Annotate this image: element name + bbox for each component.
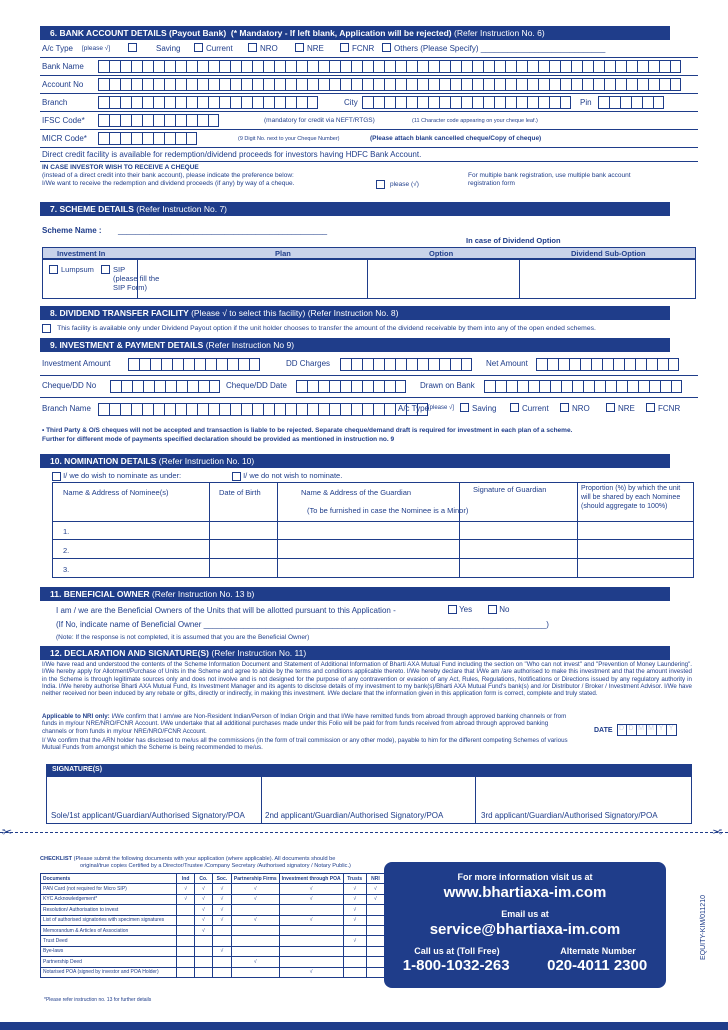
call-label: Call us at (Toll Free) (414, 946, 500, 956)
bottom-bar (0, 1022, 728, 1030)
website-link[interactable]: www.bhartiaxa-im.com (443, 884, 607, 901)
scissors-icon: ✂ (2, 825, 13, 839)
bank-details (40, 40, 698, 188)
ifsc-boxes[interactable] (98, 114, 219, 127)
signature-1[interactable]: Sole/1st applicant/Guardian/Authorised Signatory/POA (51, 811, 245, 820)
beneficial-note: (Note: If the response is not completed, it is assumed that you are the Beneficial Owner) (56, 634, 310, 641)
inv-nre-checkbox[interactable] (606, 403, 615, 412)
micr-boxes[interactable] (98, 132, 197, 145)
inv-fcnr-checkbox[interactable] (646, 403, 655, 412)
nomination-table: Name & Address of Nominee(s) Date of Birth Name & Address of the Guardian (To be furnished in case the Nominee is a Minor) Signature of Guardian Proportion (%) by which the unit will be shared by each Nominee (should aggregate to 100%) 1. 2. 3. (52, 482, 694, 578)
invest-section-header: 9. INVESTMENT & PAYMENT DETAILS (Refer Instruction No 9) (40, 338, 670, 352)
dtf-row: This facility is available only under Dividend Payout option if the unit holder chooses to transfer the amount of the dividend receivable by them into any of the open ended schemes. (42, 323, 596, 333)
inv-current-checkbox[interactable] (510, 403, 519, 412)
investment-details (40, 354, 698, 444)
no-nominate-option: I/ we do not wish to nominate. (232, 471, 342, 481)
yes-checkbox[interactable] (448, 605, 457, 614)
nominate-option: I/ we do wish to nominate as under: (52, 471, 181, 481)
table-row: Partnership Deed √ (41, 957, 385, 967)
others-checkbox[interactable] (382, 43, 391, 52)
nro-checkbox[interactable] (248, 43, 257, 52)
beneficial-yes: Yes (448, 605, 472, 614)
checklist-footnote: *Please refer instruction no. 13 for further details (44, 997, 152, 1003)
direct-credit-row: Direct credit facility is available for redemption/dividend proceeds for investors having HDFC Bank Account. (40, 148, 698, 162)
pin-boxes[interactable] (598, 96, 664, 109)
contact-more: For more information visit us at (457, 872, 593, 882)
ifsc-row: IFSC Code* (mandatory for credit via NEFT/RTGS) (11 Character code appearing on your cheque leaf.) (40, 112, 698, 130)
table-row: Trust Deed √ (41, 936, 385, 946)
branch-name-boxes[interactable] (98, 403, 428, 416)
inv-saving-checkbox[interactable] (460, 403, 469, 412)
cheque-row: Cheque/DD No Cheque/DD Date Drawn on Bank (40, 376, 698, 398)
scheme-section-header: 7. SCHEME DETAILS (Refer Instruction No. 7) (40, 202, 670, 216)
account-no-row: Account No (40, 76, 698, 94)
saving-checkbox[interactable] (128, 43, 137, 52)
declaration-text: I/We have read and understood the contents of the Scheme Information Document and Statement of Additional Information of Bharti AXA Mutual Fund including the section on "Who can not invest" and "Prevention of Money Laundering". I/We hereby apply for Allotment/Purchase of Units in the Scheme and agree to abide by the terms and conditions applicable thereto. I/We hereby declare that I/We am /are authorised to make this investment and that the amount invested in the Scheme is through legitimate sources only and does not involve and is not designed for the purpose of any contravention or evasion of any Act, Rules, Regulations, Notifications or Directions issued by any regulatory authority in India. I/We hereby authorise Bharti AXA Mutual Fund, its Investment Manager and its agents to disclose details of my investment to my bank(s)/Bharti AXA Mutual Fund's bank(s) and /or Distributor / Broker / Investment Advisor. I/We have neither received nor been induced by any rebate or gifts, directly or indirectly, in making this investment. I/We declare that the information given in this application form is correct, complete and truly stated. (42, 661, 692, 698)
form-code: EQUITY-KIM/011210 (700, 895, 707, 960)
checklist-table: Documents Ind Co. Soc. Partnership Firms Investment through POA Trusts NRI PAN Card (not required for Micro SIP) √ √ √ √ √ √ √ KYC Acknowledgement* √ √ √ √ √ √ √ Resolution/ Authorisation to invest √ √ √ List of authorised signatories with specimen signatures √ √ √ √ √ Memorandum & Articles of Association √ Trust Deed √ Bye-laws √ Partnership Deed √ Notarised POA (signed by investor and POA Holder) √ (40, 873, 385, 978)
table-row: Resolution/ Authorisation to invest √ √ √ (41, 905, 385, 915)
bank-name-row: Bank Name (40, 58, 698, 76)
investment-note: • Third Party & O/S cheques will not be accepted and transaction is liable to be rejected. Separate cheque/demand draft is required for investment in each plan of a scheme. Further for different mode of payments specified declaration should be provided as mentioned in instruction no. 9 (42, 427, 573, 443)
scheme-table-body: Lumpsum SIP (please fill the SIP Form) (42, 259, 696, 299)
cheque-date-boxes[interactable] (296, 380, 406, 393)
current-checkbox[interactable] (194, 43, 203, 52)
scheme-details: Scheme Name : _______________________________________________ In case of Dividend Option Investment In Plan Option Dividend Sub-Option Lumpsum SIP (please fill the SIP Form) (40, 218, 698, 300)
table-row: Bye-laws √ (41, 946, 385, 956)
alternate-number[interactable]: 020-4011 2300 (547, 957, 648, 974)
lumpsum-checkbox[interactable] (49, 265, 58, 274)
no-nominate-checkbox[interactable] (232, 472, 241, 481)
nri-text: Applicable to NRI only: I/We confirm that I am/we are Non-Resident Indian/Person of Indian Origin and that I/We have remitted funds from abroad through approved banking channels or from funds in my/our NRE/NRO/FCNR Account. I/We undertake that all additional purchases made under this Folio will be paid for from funds received from abroad through approved banking channels or from funds in my/our NRE/NRO/FCNR Account. (42, 713, 567, 735)
drawn-bank-boxes[interactable] (484, 380, 682, 393)
dtf-section-header: 8. DIVIDEND TRANSFER FACILITY (Please √ to select this facility) (Refer Instruction No. 8) (40, 306, 670, 320)
alt-label: Alternate Number (560, 946, 636, 956)
checklist-intro: CHECKLIST (Please submit the following documents with your application (where applicable). All documents should be (40, 856, 336, 862)
bank-name-boxes[interactable] (98, 60, 681, 73)
signature-2[interactable]: 2nd applicant/Guardian/Authorised Signatory/POA (265, 811, 444, 820)
signature-header: SIGNATURE(S) (46, 764, 692, 776)
toll-free-number[interactable]: 1-800-1032-263 (402, 957, 510, 974)
dd-charges-boxes[interactable] (340, 358, 472, 371)
beneficial-owner-name[interactable]: (If No, indicate name of Beneficial Owner _____________________________________________________________________________) (56, 620, 549, 629)
city-boxes[interactable] (362, 96, 571, 109)
beneficial-section-header: 11. BENEFICIAL OWNER (Refer Instruction No. 13 b) (40, 587, 670, 601)
nre-checkbox[interactable] (295, 43, 304, 52)
account-no-boxes[interactable] (98, 78, 681, 91)
table-row: KYC Acknowledgement* √ √ √ √ √ √ √ (41, 894, 385, 904)
account-type-row: A/c Type [please √] Saving Current NRO NRE FCNR Others (Please Specify) ____________________________ (40, 40, 698, 58)
table-row: Memorandum & Articles of Association √ (41, 925, 385, 935)
no-checkbox[interactable] (488, 605, 497, 614)
email-label: Email us at (501, 909, 549, 919)
table-row: List of authorised signatories with specimen signatures √ √ √ √ √ (41, 915, 385, 925)
nominate-checkbox[interactable] (52, 472, 61, 481)
beneficial-no: No (488, 605, 509, 614)
dtf-checkbox[interactable] (42, 324, 51, 333)
table-row: Notarised POA (signed by investor and POA Holder) √ (41, 967, 385, 977)
cheque-no-boxes[interactable] (110, 380, 220, 393)
scissors-icon-right: ✂ (712, 825, 723, 839)
fcnr-checkbox[interactable] (340, 43, 349, 52)
micr-row: MICR Code* (9 Digit No. next to your Cheque Number) (Please attach blank cancelled cheque/Copy of cheque) (40, 130, 698, 148)
nomination-section-header: 10. NOMINATION DETAILS (Refer Instruction No. 10) (40, 454, 670, 468)
branch-row: Branch City Pin (40, 94, 698, 112)
date-field[interactable]: DATE D D M M Y Y (594, 723, 677, 737)
signature-area (46, 776, 692, 824)
cheque-preference-checkbox[interactable] (376, 180, 385, 189)
checklist-intro-2: original/true copies Certified by a Director/Trustee /Company Secretary /Authorised signatory / Notary Public.) (80, 863, 351, 869)
cheque-preference: IN CASE INVESTOR WISH TO RECEIVE A CHEQUE (instead of a direct credit into their bank account), please indicate the preference below: I/We want to receive the redemption and dividend proceeds (if any) by way of a cheque. please (√) For multiple bank registration, use multiple bank account registration form (42, 164, 631, 188)
contact-panel (384, 862, 666, 988)
amount-boxes[interactable] (128, 358, 260, 371)
sip-checkbox[interactable] (101, 265, 110, 274)
scheme-table-header: Investment In Plan Option Dividend Sub-Option (42, 247, 696, 259)
cut-line (0, 832, 728, 833)
branch-name-row: Branch Name A/c Type [please √] Saving Current NRO NRE FCNR (40, 398, 698, 422)
branch-boxes[interactable] (98, 96, 318, 109)
arn-text: I/ We confirm that the ARN holder has disclosed to me/us all the commissions (in the form of trail commission or any other mode), payable to him for the different competing Schemes of various Mutual Funds from amongst which the Scheme is being recommended to me/us. (42, 737, 568, 752)
inv-nro-checkbox[interactable] (560, 403, 569, 412)
beneficial-text: I am / we are the Beneficial Owners of the Units that will be allotted pursuant to this Application - (56, 606, 396, 615)
table-row: PAN Card (not required for Micro SIP) √ √ √ √ √ √ √ (41, 884, 385, 894)
bank-section-header: 6. BANK ACCOUNT DETAILS (Payout Bank) (* Mandatory - If left blank, Application will be rejected) (Refer Instruction No. 6) (40, 26, 670, 40)
email-link[interactable]: service@bhartiaxa-im.com (429, 921, 621, 938)
declaration-section-header: 12. DECLARATION AND SIGNATURE(S) (Refer Instruction No. 11) (40, 646, 670, 660)
signature-3[interactable]: 3rd applicant/Guardian/Authorised Signatory/POA (481, 811, 658, 820)
net-amount-boxes[interactable] (536, 358, 679, 371)
amount-row: Investment Amount DD Charges Net Amount (40, 354, 698, 376)
